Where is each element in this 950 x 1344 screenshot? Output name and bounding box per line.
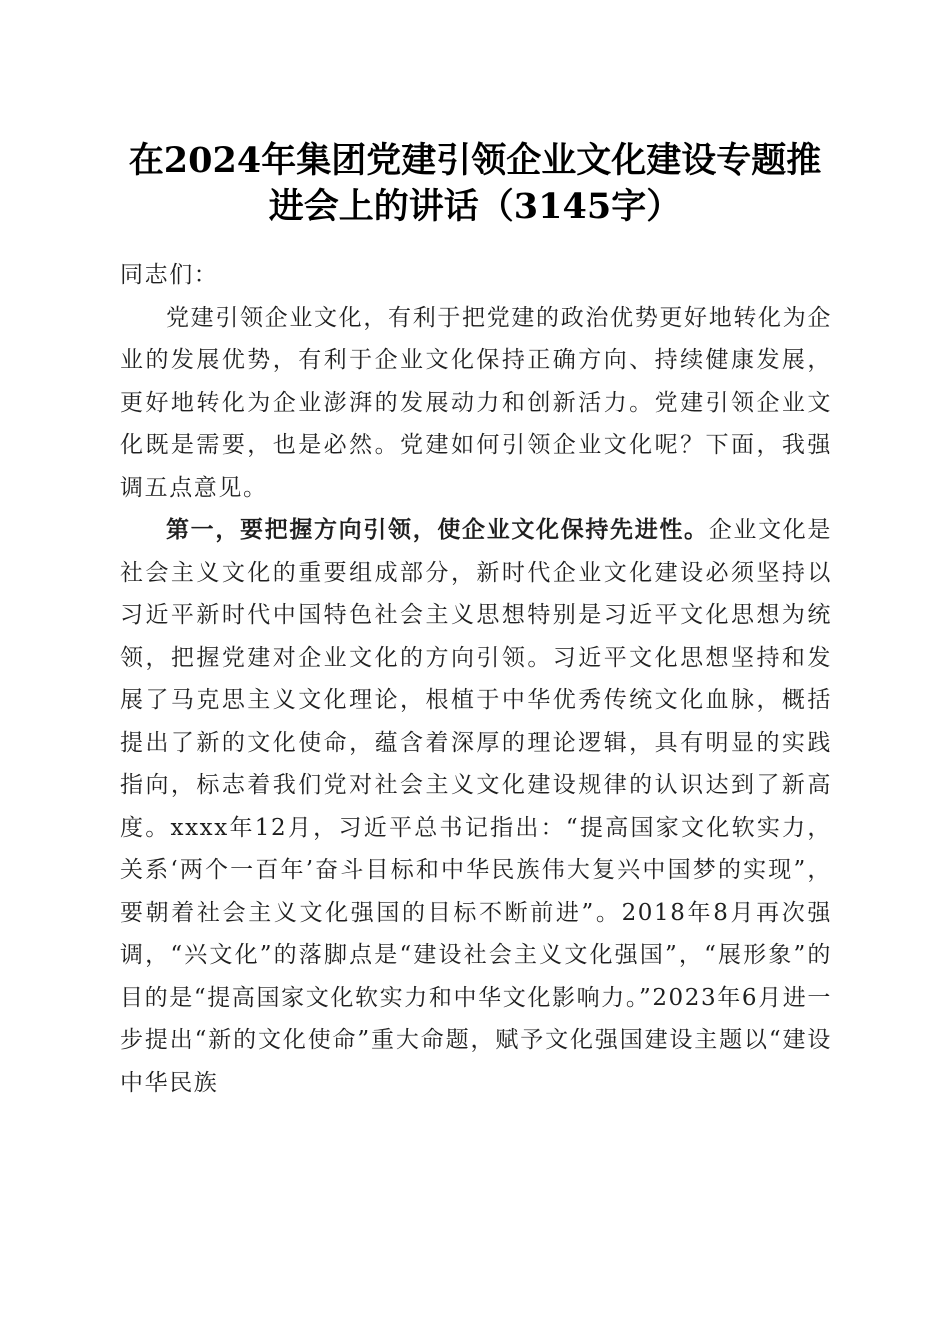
- intro-paragraph: 党建引领企业文化，有利于把党建的政治优势更好地转化为企业的发展优势，有利于企业文化保持正确方向、持续健康发展，更好地转化为企业澎湃的发展动力和创新活力。党建引领企业文化既是需要，也是必然。党建如何引领企业文化呢？下面，我强调五点意见。: [120, 304, 832, 501]
- salutation: 同志们：: [120, 262, 219, 288]
- point-1-heading: 第一，要把握方向引领，使企业文化保持先进性。: [166, 516, 709, 543]
- document-title: [110, 138, 840, 230]
- point-1-paragraph: [120, 509, 832, 1104]
- point-1-body: 企业文化是社会主义文化的重要组成部分，新时代企业文化建设必须坚持以习近平新时代中国特色社会主义思想特别是习近平文化思想为统领，把握党建对企业文化的方向引领。习近平文化思想坚持和发展了马克思主义文化理论，根植于中华优秀传统文化血脉，概括提出了新的文化使命，蕴含着深厚的理论逻辑，具有明显的实践指向，标志着我们党对社会主义文化建设规律的认识达到了新高度。xxxx年12月，习近平总书记指出：“提高国家文化软实力，关系‘两个一百年’奋斗目标和中华民族伟大复兴中国梦的实现”，要朝着社会主义文化强国的目标不断前进”。2018年8月再次强调，“兴文化”的落脚点是“建设社会主义文化强国”，“展形象”的目的是“提高国家文化软实力和中华文化影响力。”2023年6月进一步提出“新的文化使命”重大命题，赋予文化强国建设主题以“建设中华民族: [120, 517, 833, 1096]
- title-line-1: 在2024年集团党建引领企业文化建设专题推: [128, 140, 822, 181]
- title-line-2: 进会上的讲话（3145字）: [268, 186, 682, 227]
- document-body: [120, 254, 832, 1104]
